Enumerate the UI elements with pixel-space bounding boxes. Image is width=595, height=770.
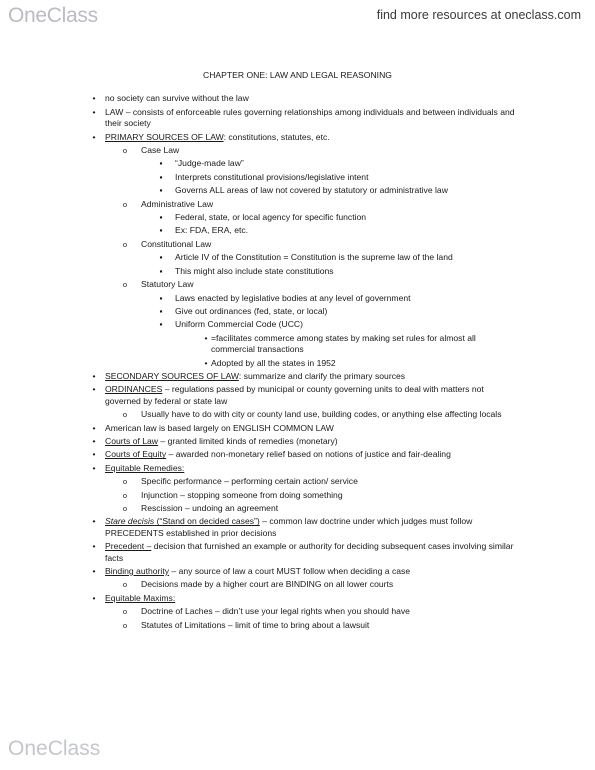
chapter-title: CHAPTER ONE: LAW AND LEGAL REASONING <box>203 70 392 80</box>
bullet-icon: o <box>122 580 128 590</box>
outline-item-level-3 <box>0 172 595 183</box>
document-body <box>0 70 595 633</box>
outline-item-text <box>105 593 520 604</box>
bullet-icon: • <box>204 332 208 343</box>
bullet-icon: o <box>122 280 128 290</box>
outline-item-level-2 <box>0 279 595 290</box>
outline-item-text: Specific performance – performing certain action/ service <box>141 476 358 487</box>
outline-item-level-3 <box>0 306 595 317</box>
outline-item-level-1 <box>0 541 595 564</box>
bullet-icon: o <box>122 490 128 500</box>
bullet-icon: o <box>122 146 128 156</box>
bullet-icon: • <box>92 541 96 552</box>
outline-item-level-2 <box>0 620 595 631</box>
outline-item-text: Statutory Law <box>141 279 194 290</box>
bullet-icon: ▪ <box>159 265 163 276</box>
term-definition: : summarize and clarify the primary sources <box>238 370 406 381</box>
outline-item-text: Interprets constitutional provisions/legislative intent <box>175 171 369 182</box>
term-definition: – any source of law a court MUST follow when deciding a case <box>169 566 411 577</box>
outline-item-level-3 <box>0 252 595 263</box>
bullet-icon: ▪ <box>159 305 163 316</box>
outline-item-text: Give out ordinances (fed, state, or local) <box>175 305 328 316</box>
outline-item-level-3 <box>0 293 595 304</box>
outline-item-level-3 <box>0 158 595 169</box>
bullet-icon: ▪ <box>159 225 163 236</box>
bullet-icon: o <box>122 504 128 513</box>
outline-item-level-3 <box>0 319 595 330</box>
outline-item-level-1 <box>0 593 595 604</box>
outline-item-level-2 <box>0 606 595 617</box>
outline-item-text: Injunction – stopping someone from doing something <box>141 489 343 500</box>
outline-item-text: Case Law <box>141 145 180 156</box>
outline-item-level-4 <box>0 358 595 369</box>
bullet-icon: ▪ <box>159 292 163 303</box>
bullet-icon: • <box>92 370 96 381</box>
outline-item-level-2 <box>0 476 595 487</box>
outline-item-level-1 <box>0 449 595 460</box>
notes-outline <box>0 93 595 631</box>
oneclass-logo[interactable]: OneClass <box>8 4 98 27</box>
term-definition: – regulations passed by municipal or county governing units to deal with matters not governed by federal or state law <box>105 384 484 406</box>
defined-term: Precedent – <box>105 541 152 552</box>
bullet-icon: ▪ <box>159 252 163 263</box>
defined-term: Equitable Maxims: <box>105 592 176 603</box>
outline-item-level-1 <box>0 107 595 130</box>
term-definition: decision that furnished an example or authority for deciding subsequent cases involving similar facts <box>105 541 514 563</box>
defined-term-gloss: (“Stand on decided cases”) <box>154 516 260 527</box>
outline-item-level-1 <box>0 371 595 382</box>
outline-item-text: Federal, state, or local agency for specific function <box>175 212 367 223</box>
outline-item-text: Ex: FDA, ERA, etc. <box>175 225 249 236</box>
outline-item-level-2 <box>0 503 595 514</box>
oneclass-logo-footer[interactable]: OneClass <box>8 737 101 760</box>
bullet-icon: o <box>122 410 128 420</box>
defined-term: Courts of Equity <box>105 449 167 460</box>
outline-item-text: This might also include state constitutions <box>175 265 334 276</box>
bullet-icon: ▪ <box>159 212 163 223</box>
outline-item-level-3 <box>0 212 595 223</box>
outline-item-text: Constitutional Law <box>141 238 212 249</box>
bullet-icon: ▪ <box>159 158 163 169</box>
outline-item-level-2 <box>0 145 595 156</box>
outline-item-text: Laws enacted by legislative bodies at any level of government <box>175 292 411 303</box>
outline-item-text: no society can survive without the law <box>105 93 249 104</box>
outline-item-level-1 <box>0 516 595 539</box>
outline-item-level-3 <box>0 225 595 236</box>
bullet-icon: ▪ <box>159 171 163 182</box>
bullet-icon: • <box>92 462 96 473</box>
outline-item-level-1 <box>0 436 595 447</box>
outline-item-text: Usually have to do with city or county land use, building codes, or anything else affecting locals <box>141 409 502 420</box>
outline-item-level-4 <box>0 333 595 356</box>
outline-item-level-3 <box>0 185 595 196</box>
bullet-icon: o <box>122 607 128 617</box>
outline-item-level-1 <box>0 384 595 407</box>
resources-link[interactable]: find more resources at oneclass.com <box>376 8 581 22</box>
outline-item-text: Administrative Law <box>141 198 214 209</box>
outline-item-text: Adopted by all the states in 1952 <box>211 357 336 368</box>
outline-item-level-2 <box>0 239 595 250</box>
outline-item-text: “Judge-made law” <box>175 158 244 169</box>
outline-item-text <box>105 132 520 143</box>
outline-item-level-2 <box>0 199 595 210</box>
defined-term: Stare decisis <box>105 516 155 527</box>
defined-term: Binding authority <box>105 566 170 577</box>
outline-item-text: LAW – consists of enforceable rules governing relationships among individuals and between individuals and their society <box>105 106 515 129</box>
outline-item-text: American law is based largely on ENGLISH COMMON LAW <box>105 422 334 433</box>
outline-item-text <box>105 449 520 460</box>
outline-item-text: Uniform Commercial Code (UCC) <box>175 319 303 330</box>
outline-item-text <box>105 541 520 564</box>
bullet-icon: o <box>122 620 128 630</box>
outline-item-level-1 <box>0 423 595 434</box>
outline-item-text: Decisions made by a higher court are BINDING on all lower courts <box>141 579 394 590</box>
outline-item-level-3 <box>0 266 595 277</box>
bullet-icon: • <box>92 106 96 117</box>
defined-term: Courts of Law <box>105 435 159 446</box>
outline-item-level-2 <box>0 490 595 501</box>
outline-item-text <box>105 384 520 407</box>
defined-term: PRIMARY SOURCES OF LAW <box>105 131 224 142</box>
outline-item-text: Rescission – undoing an agreement <box>141 503 279 513</box>
term-definition: – common law doctrine under which judges must follow PRECEDENTS established in prior decisions <box>105 516 473 538</box>
outline-item-text <box>105 516 520 539</box>
outline-item-level-1 <box>0 463 595 474</box>
bullet-icon: • <box>204 357 208 368</box>
outline-item-text: Statutes of Limitations – limit of time to bring about a lawsuit <box>141 619 370 630</box>
bullet-icon: • <box>92 93 96 104</box>
outline-item-text: Doctrine of Laches – didn’t use your legal rights when you should have <box>141 606 410 617</box>
outline-item-level-2 <box>0 409 595 420</box>
bullet-icon: o <box>122 477 128 487</box>
bullet-icon: • <box>92 516 96 527</box>
outline-item-text <box>105 371 520 382</box>
outline-item-level-1 <box>0 566 595 577</box>
outline-item-level-2 <box>0 579 595 590</box>
bullet-icon: • <box>92 435 96 446</box>
bullet-icon: o <box>122 239 128 249</box>
page-header <box>0 0 595 36</box>
bullet-icon: • <box>92 131 96 142</box>
outline-item-text: Governs ALL areas of law not covered by statutory or administrative law <box>175 185 448 196</box>
outline-item-level-1 <box>0 132 595 143</box>
term-definition: – granted limited kinds of remedies (monetary) <box>158 435 338 446</box>
outline-item-level-1 <box>0 93 595 104</box>
term-definition: : constitutions, statutes, etc. <box>223 131 330 142</box>
outline-item-text <box>105 436 520 447</box>
outline-item-text: =facilitates commerce among states by making set rules for almost all commercial transactions <box>211 332 476 355</box>
outline-item-text <box>105 463 520 474</box>
defined-term: ORDINANCES <box>105 384 163 395</box>
outline-item-text <box>105 566 520 577</box>
bullet-icon: ▪ <box>159 185 163 196</box>
bullet-icon: • <box>92 592 96 603</box>
bullet-icon: ▪ <box>159 319 163 330</box>
outline-item-text: Article IV of the Constitution = Constitution is the supreme law of the land <box>175 252 453 263</box>
bullet-icon: o <box>122 199 128 209</box>
bullet-icon: • <box>92 384 96 395</box>
bullet-icon: • <box>92 422 96 433</box>
bullet-icon: • <box>92 449 96 460</box>
bullet-icon: • <box>92 566 96 577</box>
defined-term: Equitable Remedies: <box>105 462 185 473</box>
defined-term: SECONDARY SOURCES OF LAW <box>105 370 239 381</box>
term-definition: – awarded non-monetary relief based on notions of justice and fair-dealing <box>166 449 451 460</box>
